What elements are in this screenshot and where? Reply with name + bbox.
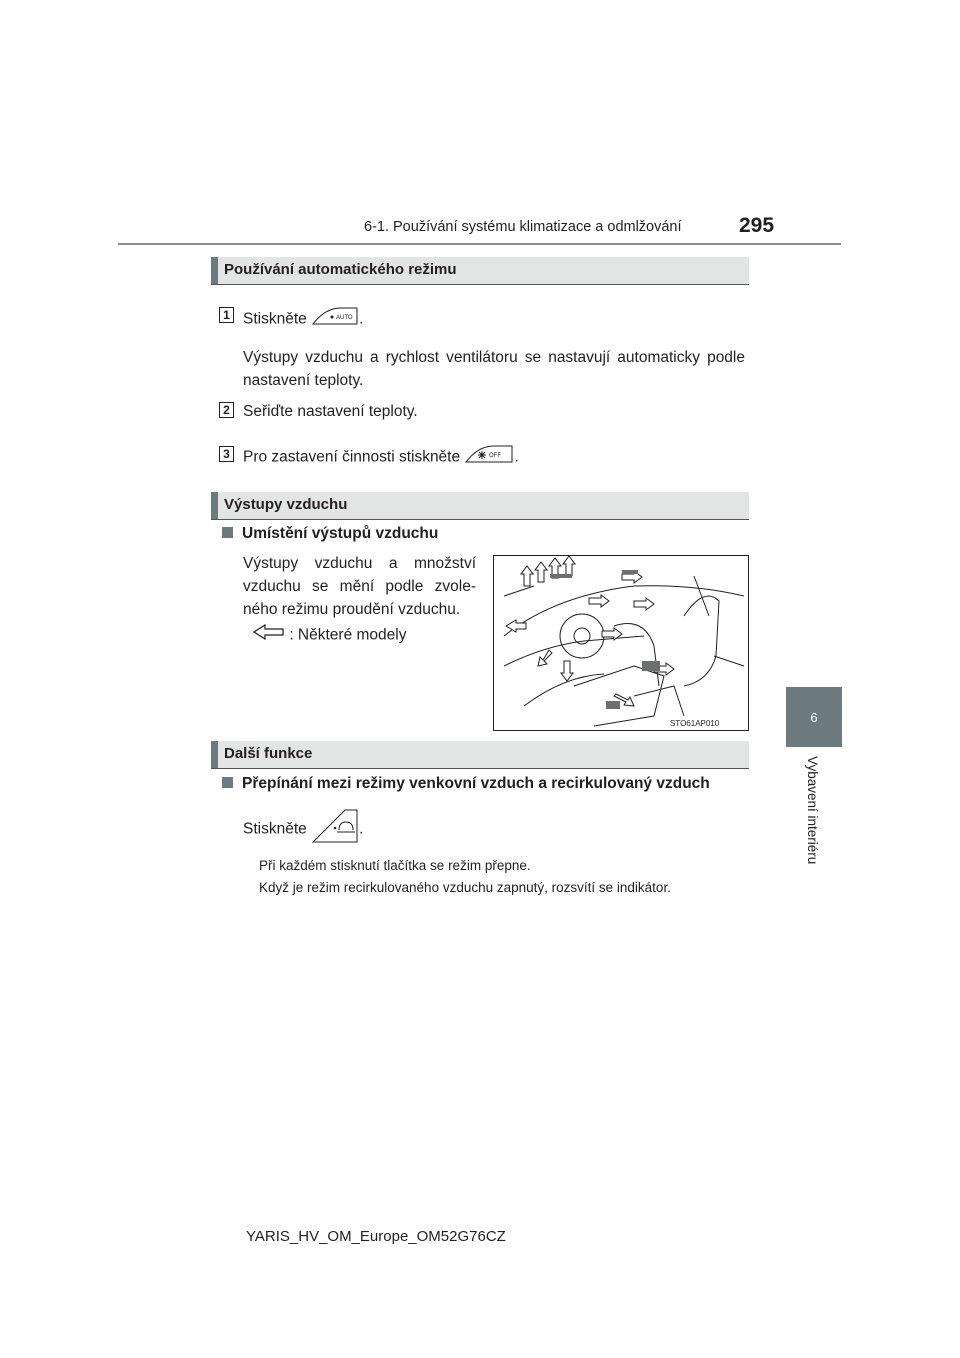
recirculation-step-text: Stiskněte . bbox=[243, 808, 363, 851]
note-mode-toggle: Při každém stisknutí tlačítka se režim přepne. bbox=[259, 858, 531, 873]
step-number-1: 1 bbox=[219, 307, 234, 323]
section-heading-outlets: Výstupy vzduchu bbox=[211, 492, 749, 520]
legend-some-models: : Některé modely bbox=[253, 622, 406, 649]
step-1-note: Výstupy vzduchu a rychlost ventilátoru se nastavují automaticky podle nastavení teploty. bbox=[243, 349, 745, 389]
square-bullet-icon bbox=[222, 777, 233, 788]
outline-arrow-icon bbox=[253, 622, 285, 649]
square-bullet-icon bbox=[222, 527, 233, 538]
auto-button-icon bbox=[311, 306, 359, 333]
recirculation-button-icon bbox=[311, 808, 359, 851]
document-code: YARIS_HV_OM_Europe_OM52G76CZ bbox=[246, 1228, 506, 1245]
subheading-outlet-locations: Umístění výstupů vzduchu bbox=[222, 525, 438, 543]
header-divider bbox=[118, 243, 841, 245]
step-number-3: 3 bbox=[219, 446, 234, 462]
note-indicator: Když je režim recirkulovaného vzduchu zapnutý, rozsvítí se indikátor. bbox=[259, 880, 671, 895]
running-header-title: 6-1. Používání systému klimatizace a odmlžování bbox=[364, 219, 682, 235]
air-outlets-illustration bbox=[493, 555, 749, 731]
off-button-label: OFF bbox=[489, 453, 502, 459]
step-3-text: Pro zastavení činnosti stiskněte OFF . bbox=[243, 444, 519, 471]
step-2-text: Seřiďte nastavení teploty. bbox=[243, 403, 418, 420]
subheading-recirculation: Přepínání mezi režimy venkovní vzduch a recirkulovaný vzduch bbox=[222, 775, 710, 793]
section-heading-auto-mode: Používání automatického režimu bbox=[211, 257, 749, 285]
page-number: 295 bbox=[739, 214, 775, 237]
figure-code: STO61AP010 bbox=[670, 719, 720, 728]
section-heading-other-functions: Další funkce bbox=[211, 741, 749, 769]
fan-off-button-icon bbox=[464, 444, 514, 471]
chapter-tab[interactable] bbox=[786, 687, 842, 747]
outlets-description: Výstupy vzduchu a množství vzduchu se mění podle zvole-ného režimu proudění vzduchu. bbox=[243, 555, 476, 618]
auto-button-label: AUTO bbox=[336, 315, 353, 321]
step-number-2: 2 bbox=[219, 402, 234, 418]
step-1-text: Stiskněte AUTO . bbox=[243, 306, 363, 333]
chapter-title-vertical: Vybavení interiéru bbox=[805, 756, 820, 865]
chapter-number: 6 bbox=[810, 709, 818, 725]
